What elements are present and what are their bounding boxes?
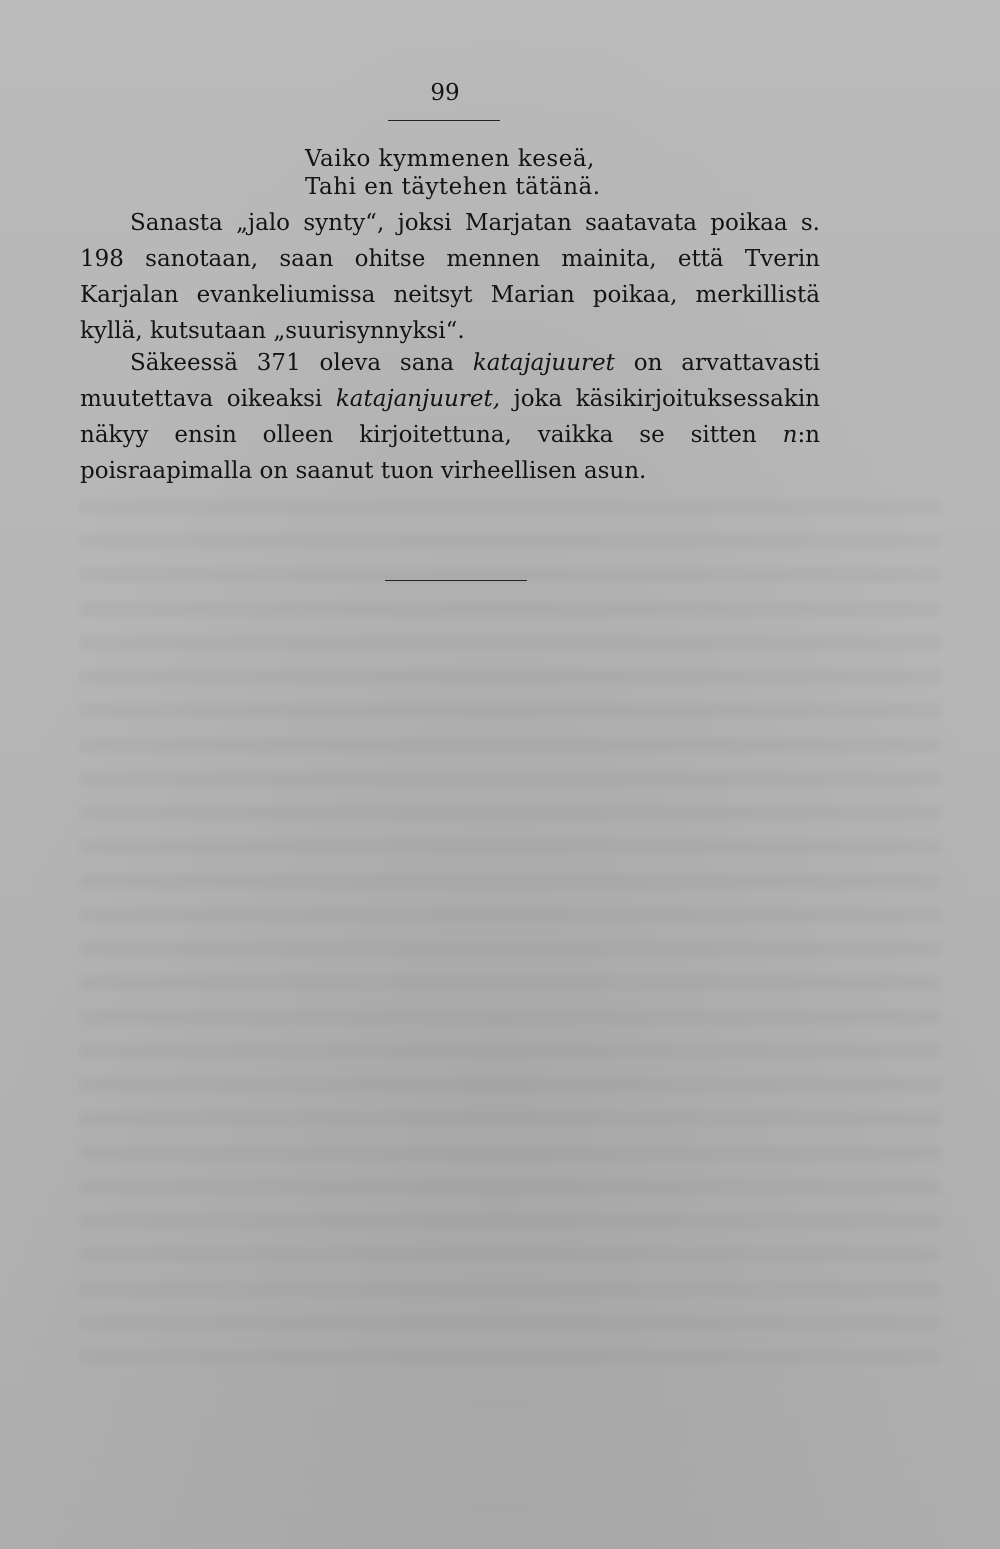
header-rule: [388, 120, 500, 121]
paragraph-text: Säkeessä 371 oleva sana: [130, 350, 473, 376]
italic-word: katajajuuret: [472, 350, 615, 376]
verse-line: Vaiko kymmenen keseä,: [305, 146, 595, 172]
italic-word: n: [782, 422, 798, 448]
paragraph-text: joka käsikirjoituksessakin näkyy ensin olleen kirjoitettuna, vaikka se sitten: [80, 386, 820, 448]
section-end-rule: [385, 580, 527, 581]
paragraph-text: :n poisraapimalla on saanut tuon virheellisen asun.: [80, 422, 820, 484]
verse-line: Tahi en täytehen tätänä.: [305, 174, 601, 200]
paragraph: Sanasta „jalo synty“, joksi Marjatan saatavata poikaa s. 198 sanotaan, saan ohitse mennen mainita, että Tverin Karjalan evankeliumissa neitsyt Marian poikaa, merkillistä kyllä, kutsutaan „suurisynnyksi“.: [80, 210, 820, 344]
paragraph: [80, 345, 820, 489]
show-through-texture: [80, 500, 940, 1370]
italic-word: katajanjuuret,: [335, 386, 501, 412]
paragraph-text: on arvattavasti muutettava oikeaksi: [80, 350, 820, 412]
page-number: 99: [430, 80, 460, 106]
